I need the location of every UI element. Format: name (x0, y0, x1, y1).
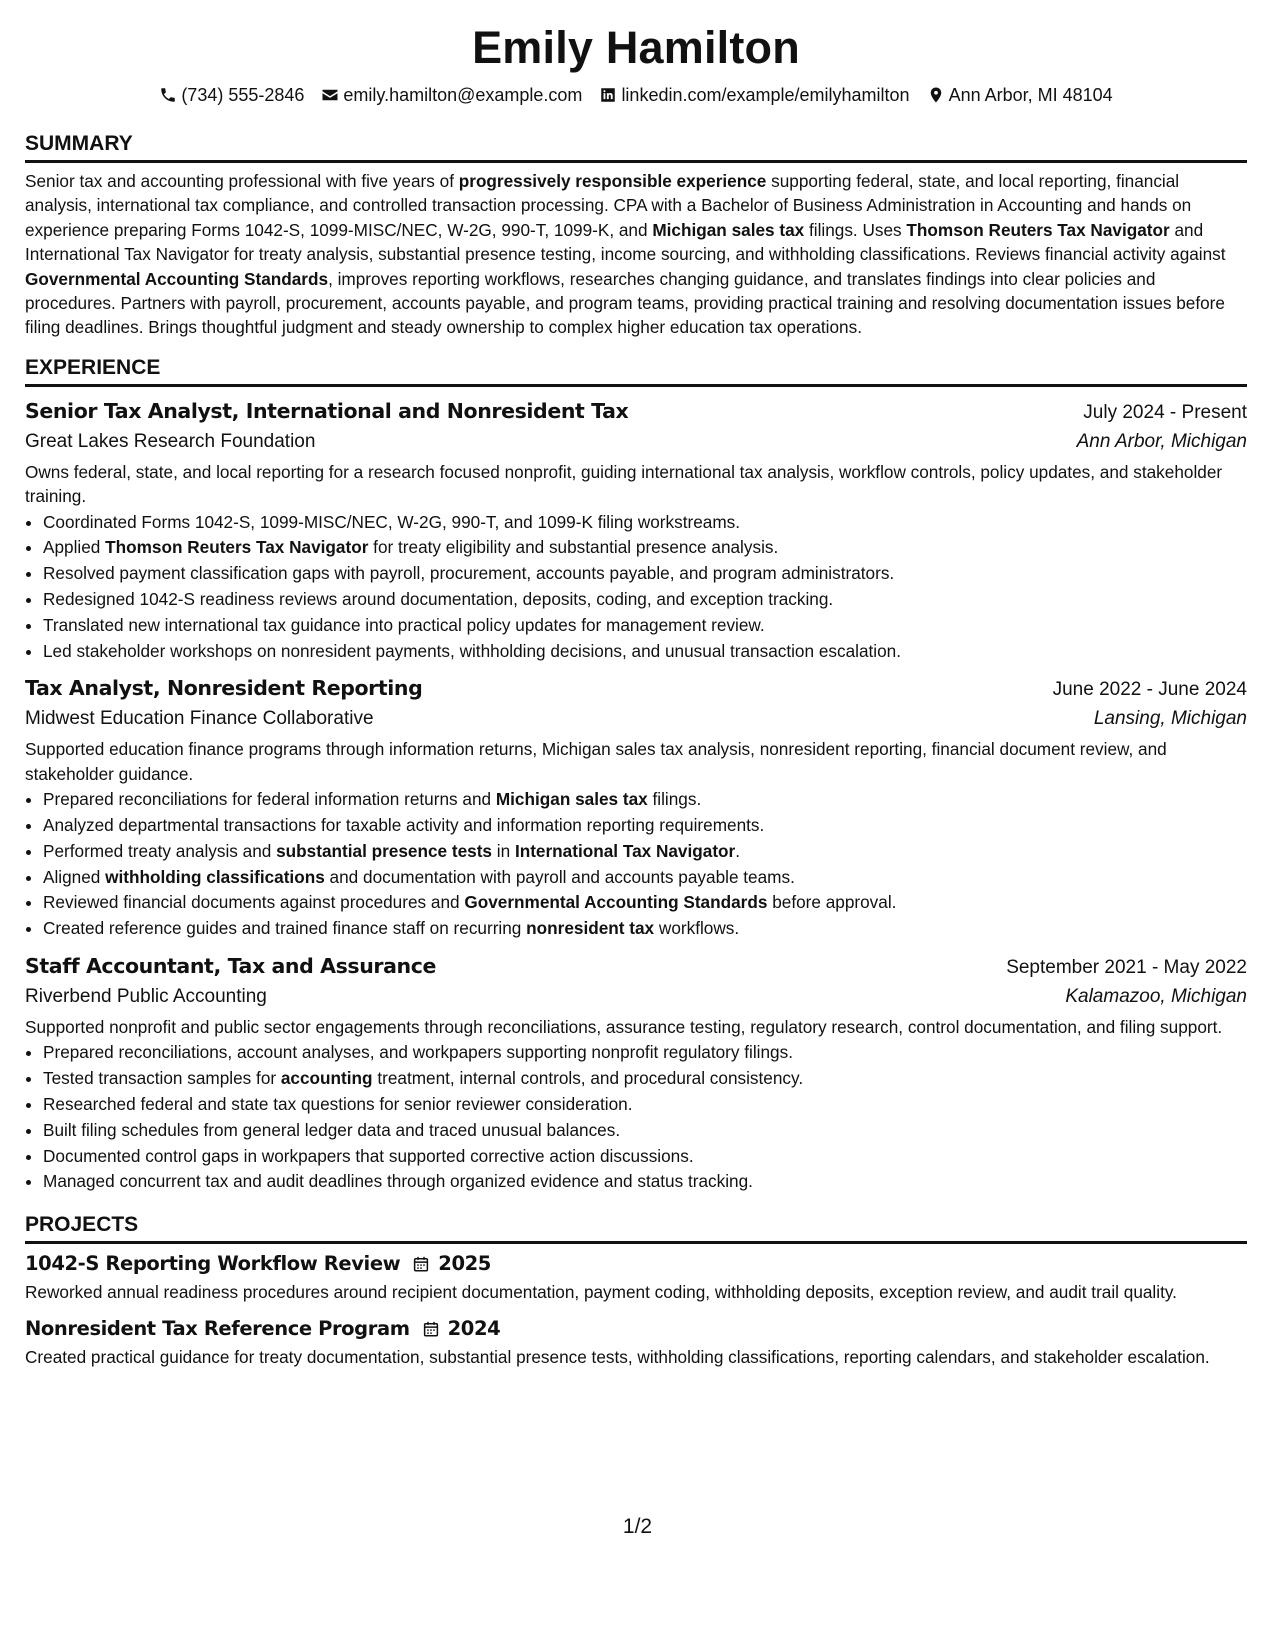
job-location: Ann Arbor, Michigan (1076, 430, 1247, 452)
summary-text: Senior tax and accounting professional with five years of progressively responsible experience supporting federal, state, and local reporting, financial analysis, international tax compliance, and controlled transaction processing. CPA with a Bachelor of Business Administration in Accounting and hands on experience preparing Forms 1042-S, 1099-MISC/NEC, W-2G, 990-T, 1099-K, and Michigan sales tax filings. Uses Thomson Reuters Tax Navigator and International Tax Navigator for treaty analysis, substantial presence testing, income sourcing, and withholding classifications. Reviews financial activity against Governmental Accounting Standards, improves reporting workflows, researches changing guidance, and translates findings into clear policies and procedures. Partners with payroll, procurement, accounts payable, and program teams, providing practical training and resolving documentation issues before filing deadlines. Brings thoughtful judgment and steady ownership to complex higher education tax operations. (25, 171, 1226, 338)
bullet-item: • Created reference guides and trained finance staff on recurring nonresident tax workflows. (43, 916, 1247, 942)
emphasis-text: Thomson Reuters Tax Navigator (906, 219, 1170, 240)
calendar-icon (412, 1255, 430, 1273)
emphasis-text: Michigan sales tax (652, 219, 805, 240)
project-title: Nonresident Tax Reference Program (25, 1316, 410, 1340)
bullet-item: • Prepared reconciliations for federal information returns and Michigan sales tax filings. (43, 787, 1247, 813)
job-bullets (25, 510, 1247, 665)
bullet-item: • Tested transaction samples for accounting treatment, internal controls, and procedural consistency. (43, 1066, 1247, 1092)
projects-heading: PROJECTS (25, 1213, 1247, 1244)
bullet-item: • Reviewed financial documents against procedures and Governmental Accounting Standards before approval. (43, 890, 1247, 916)
bullet-item: • Applied Thomson Reuters Tax Navigator for treaty eligibility and substantial presence analysis. (43, 535, 1247, 561)
job-bullets (25, 1040, 1247, 1195)
contact-email[interactable] (321, 84, 582, 106)
contact-linkedin[interactable] (599, 84, 909, 106)
envelope-icon (321, 86, 339, 104)
calendar-icon (422, 1320, 440, 1338)
bullet-item: • Prepared reconciliations, account analyses, and workpapers supporting nonprofit regulatory filings. (43, 1040, 1247, 1066)
summary-heading: SUMMARY (25, 132, 1247, 163)
emphasis-text: Governmental Accounting Standards (25, 268, 329, 289)
map-pin-icon (927, 86, 945, 104)
project-description: Reworked annual readiness procedures around recipient documentation, payment coding, withholding deposits, exception review, and audit trail quality. (25, 1282, 1177, 1303)
job-location: Lansing, Michigan (1093, 708, 1247, 730)
bullet-item: • Analyzed departmental transactions for taxable activity and information reporting requirements. (43, 813, 1247, 839)
bullet-item: • Translated new international tax guidance into practical policy updates for management review. (43, 613, 1247, 639)
job-location: Kalamazoo, Michigan (1065, 986, 1247, 1008)
project-title: 1042-S Reporting Workflow Review (25, 1252, 401, 1276)
job-dates: September 2021 - May 2022 (1006, 957, 1247, 979)
job-description: Supported education finance programs through information returns, Michigan sales tax analysis, nonresident reporting, financial document review, and stakeholder guidance. (25, 739, 1167, 784)
job-bullets (25, 787, 1247, 942)
job-title: Senior Tax Analyst, International and Nonresident Tax (25, 398, 629, 423)
job-entry (25, 397, 1247, 665)
job-description: Owns federal, state, and local reporting for a research focused nonprofit, guiding international tax analysis, workflow controls, policy updates, and stakeholder training. (25, 461, 1223, 507)
job-organization: Riverbend Public Accounting (25, 986, 267, 1008)
emphasis-text: Governmental Accounting Standards (464, 892, 768, 913)
phone-icon (159, 86, 177, 104)
resume-page (25, 0, 1247, 1369)
job-entry (25, 674, 1247, 942)
project-description: Created practical guidance for treaty documentation, substantial presence tests, withholding classifications, reporting calendars, and stakeholder escalation. (25, 1346, 1210, 1367)
candidate-name: Emily Hamilton (472, 22, 800, 73)
bullet-item: • Coordinated Forms 1042-S, 1099-MISC/NEC, W-2G, 990-T, and 1099-K filing workstreams. (43, 510, 1247, 536)
project-entry (25, 1250, 1247, 1304)
linkedin-text[interactable]: linkedin.com/example/emilyhamilton (621, 85, 910, 105)
bullet-item: • Performed treaty analysis and substantial presence tests in International Tax Navigator. (43, 839, 1247, 865)
phone-text: (734) 555-2846 (181, 85, 305, 105)
job-title: Staff Accountant, Tax and Assurance (25, 954, 436, 979)
contact-location (927, 84, 1113, 106)
emphasis-text: accounting (280, 1068, 373, 1089)
bullet-item: • Built filing schedules from general ledger data and traced unusual balances. (43, 1118, 1247, 1144)
emphasis-text: Michigan sales tax (495, 789, 648, 810)
bullet-item: • Resolved payment classification gaps with payroll, procurement, accounts payable, and program administrators. (43, 561, 1247, 587)
page-number: 1/2 (622, 1515, 653, 1538)
location-text: Ann Arbor, MI 48104 (948, 85, 1113, 105)
project-year: 2025 (438, 1252, 491, 1276)
experience-list (25, 397, 1247, 1195)
bullet-item: • Documented control gaps in workpapers that supported corrective action discussions. (43, 1144, 1247, 1170)
job-dates: July 2024 - Present (1083, 401, 1247, 423)
project-entry (25, 1315, 1247, 1369)
job-title: Tax Analyst, Nonresident Reporting (25, 676, 423, 701)
job-dates: June 2022 - June 2024 (1052, 679, 1247, 701)
emphasis-text: substantial presence tests (276, 840, 492, 861)
job-entry (25, 952, 1247, 1195)
emphasis-text: progressively responsible experience (458, 171, 767, 191)
experience-heading: EXPERIENCE (25, 356, 1247, 387)
emphasis-text: Thomson Reuters Tax Navigator (105, 537, 369, 558)
email-text[interactable]: emily.hamilton@example.com (343, 85, 583, 105)
linkedin-icon (599, 86, 617, 104)
emphasis-text: nonresident tax (526, 918, 655, 939)
job-organization: Great Lakes Research Foundation (25, 430, 316, 452)
emphasis-text: withholding classifications (105, 866, 325, 887)
project-year: 2024 (447, 1316, 501, 1340)
bullet-item: • Managed concurrent tax and audit deadlines through organized evidence and status tracking. (43, 1169, 1247, 1195)
bullet-item: • Led stakeholder workshops on nonresident payments, withholding decisions, and unusual transaction escalation. (43, 639, 1247, 665)
contact-phone (159, 84, 304, 106)
contact-bar (25, 84, 1247, 106)
emphasis-text: International Tax Navigator (514, 840, 736, 861)
bullet-item: • Redesigned 1042-S readiness reviews around documentation, deposits, coding, and exception tracking. (43, 587, 1247, 613)
bullet-item: • Aligned withholding classifications and documentation with payroll and accounts payable teams. (43, 865, 1247, 891)
job-organization: Midwest Education Finance Collaborative (25, 708, 374, 730)
bullet-item: • Researched federal and state tax questions for senior reviewer consideration. (43, 1092, 1247, 1118)
job-description: Supported nonprofit and public sector engagements through reconciliations, assurance testing, regulatory research, control documentation, and filing support. (25, 1017, 1223, 1038)
